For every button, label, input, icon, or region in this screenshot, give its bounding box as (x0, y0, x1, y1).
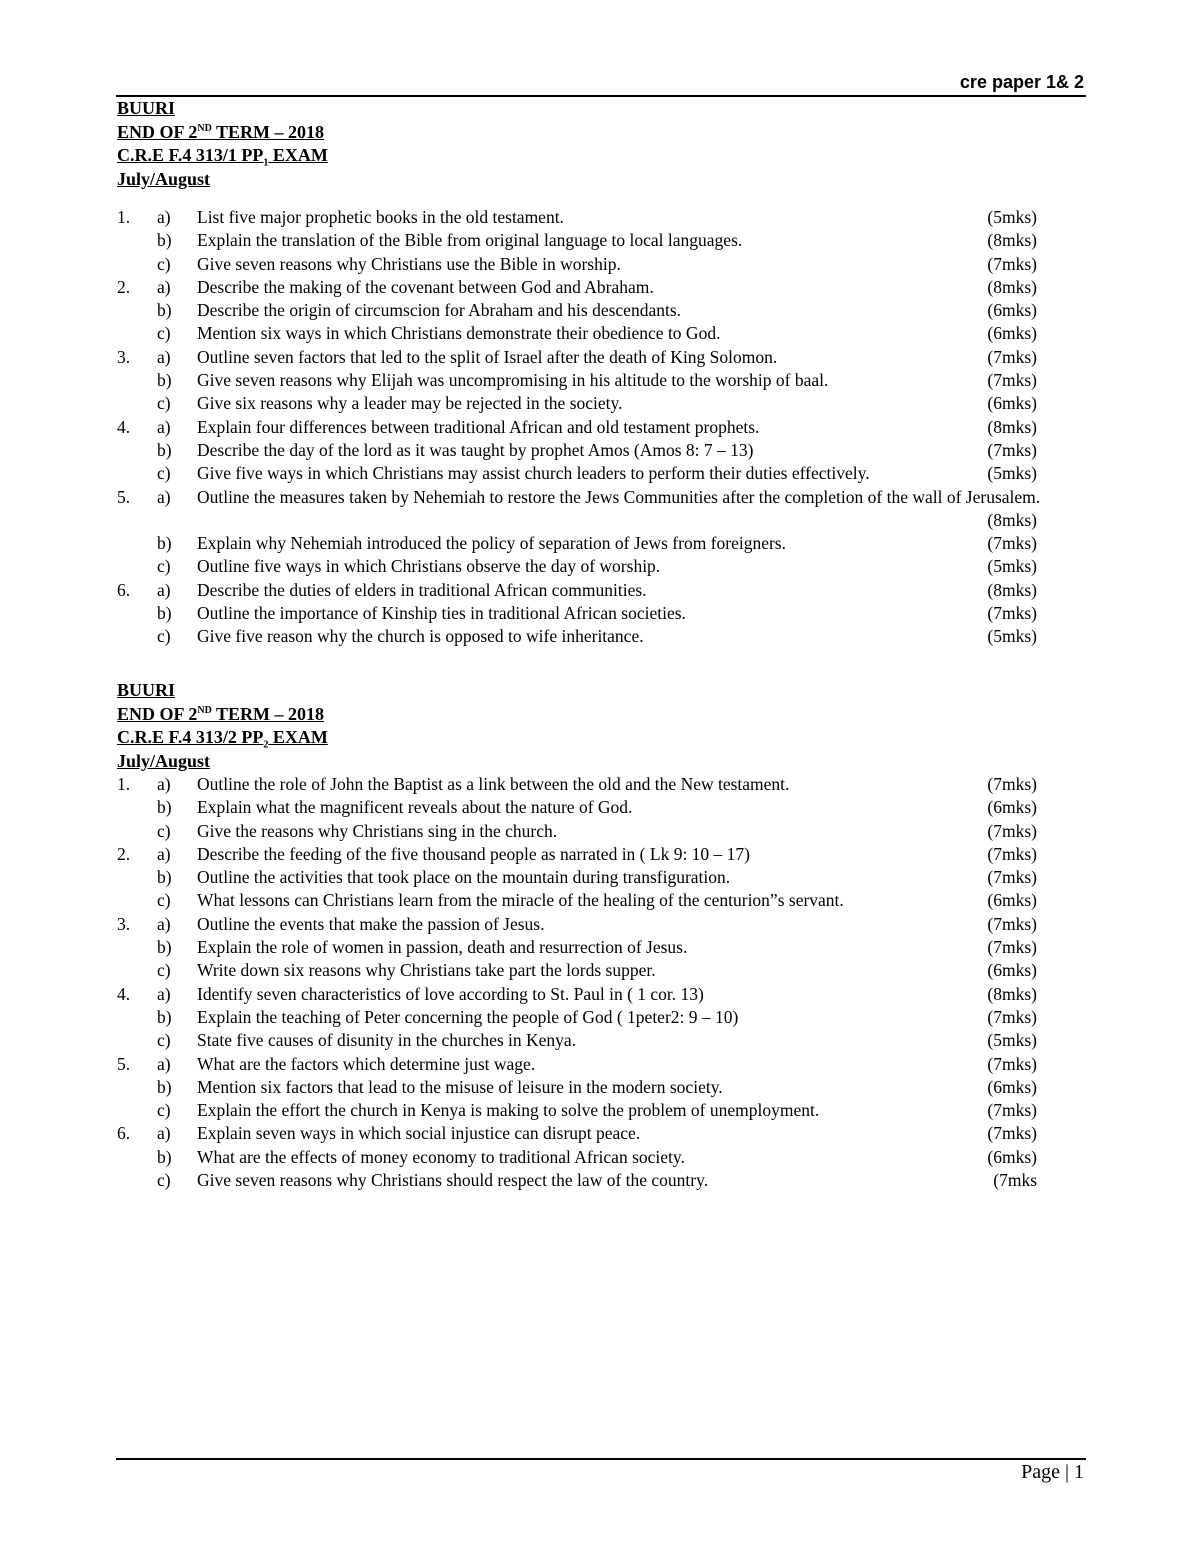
question-marks: (6mks) (987, 960, 1037, 981)
question-row (117, 1122, 1085, 1145)
question-row (117, 843, 1085, 866)
question-marks: (6mks) (987, 1146, 1037, 1167)
question-text: Describe the duties of elders in traditional African communities. (197, 579, 647, 600)
question-part-letter: c) (157, 393, 171, 414)
question-marks: (5mks) (987, 463, 1037, 484)
question-text: Outline five ways in which Christians observe the day of worship. (197, 556, 661, 577)
question-marks: (7mks) (987, 937, 1037, 958)
question-number: 4. (117, 416, 131, 437)
question-row (117, 1053, 1085, 1076)
question-text: Describe the feeding of the five thousand people as narrated in ( Lk 9: 10 – 17) (197, 843, 751, 864)
question-marks: (7mks) (987, 867, 1037, 888)
question-marks: (7mks) (987, 1123, 1037, 1144)
question-text: Mention six ways in which Christians demonstrate their obedience to God. (197, 323, 721, 344)
footer-rule (116, 1458, 1086, 1460)
question-marks: (6mks) (987, 323, 1037, 344)
question-part-letter: c) (157, 960, 171, 981)
question-row (117, 369, 1085, 392)
question-number: 3. (117, 346, 131, 367)
question-marks: (7mks) (987, 533, 1037, 554)
question-part-letter: a) (157, 276, 171, 297)
question-part-letter: a) (157, 913, 171, 934)
question-marks: (6mks) (987, 393, 1037, 414)
question-text: Write down six reasons why Christians take part the lords supper. (197, 960, 656, 981)
question-part-letter: a) (157, 983, 171, 1004)
question-marks: (6mks) (987, 797, 1037, 818)
question-marks: (8mks) (987, 416, 1037, 437)
question-row (117, 959, 1085, 982)
question-part-letter: b) (157, 533, 172, 554)
question-part-letter: c) (157, 626, 171, 647)
question-text: Outline the activities that took place on the mountain during transfiguration. (197, 867, 731, 888)
question-marks: (7mks) (987, 913, 1037, 934)
question-part-letter: a) (157, 1053, 171, 1074)
question-text: Outline the role of John the Baptist as a link between the old and the New testament. (197, 774, 790, 794)
question-marks: (8mks) (987, 276, 1037, 297)
question-part-letter: a) (157, 207, 171, 227)
question-text: Explain the role of women in passion, death and resurrection of Jesus. (197, 937, 688, 958)
question-number: 5. (117, 486, 131, 507)
paper2-question-list (117, 773, 1085, 1192)
question-marks: (6mks) (987, 300, 1037, 321)
paper1-section (117, 97, 1085, 649)
question-part-letter: a) (157, 416, 171, 437)
question-text: Give seven reasons why Christians use the Bible in worship. (197, 253, 621, 274)
question-row (117, 416, 1085, 439)
question-row (117, 253, 1085, 276)
question-row (117, 299, 1085, 322)
question-marks: (6mks) (987, 1076, 1037, 1097)
question-text: What are the effects of money economy to traditional African society. (197, 1146, 685, 1167)
question-part-letter: a) (157, 579, 171, 600)
question-row (117, 392, 1085, 415)
question-text: Explain why Nehemiah introduced the policy of separation of Jews from foreigners. (197, 533, 786, 554)
question-row (117, 1006, 1085, 1029)
question-marks: (5mks) (987, 626, 1037, 647)
question-marks: (8mks) (987, 509, 1037, 530)
question-row (117, 532, 1085, 555)
question-text: Give seven reasons why Christians should respect the law of the country. (197, 1170, 709, 1191)
paper1-question-list (117, 206, 1085, 649)
question-text: Describe the origin of circumscion for Abraham and his descendants. (197, 300, 682, 321)
question-part-letter: c) (157, 890, 171, 911)
question-part-letter: b) (157, 1146, 172, 1167)
question-row (117, 866, 1085, 889)
question-marks: (7mks) (987, 1006, 1037, 1027)
question-marks: (8mks) (987, 230, 1037, 251)
paper2-school: BUURI (117, 680, 176, 700)
question-marks: (7mks) (987, 843, 1037, 864)
paper2-period: July/August (117, 750, 211, 771)
question-row (117, 820, 1085, 843)
question-text: Give five ways in which Christians may assist church leaders to perform their duties effectively. (197, 463, 870, 484)
question-row (117, 555, 1085, 578)
question-part-letter: c) (157, 1170, 171, 1191)
question-row (117, 625, 1085, 648)
question-row (117, 773, 1085, 796)
question-row (117, 936, 1085, 959)
question-part-letter: c) (157, 556, 171, 577)
question-text: Give five reason why the church is opposed to wife inheritance. (197, 626, 644, 647)
question-text: Explain seven ways in which social injustice can disrupt peace. (197, 1123, 641, 1144)
question-marks: (7mks) (987, 774, 1037, 794)
question-number: 4. (117, 983, 131, 1004)
question-row (117, 276, 1085, 299)
question-part-letter: a) (157, 346, 171, 367)
question-part-letter: c) (157, 253, 171, 274)
question-marks: (7mks) (987, 346, 1037, 367)
paper1-code: C.R.E F.4 313/1 $PP_1$ EXAM (117, 145, 328, 169)
question-marks: (7mks) (987, 370, 1037, 391)
question-text: Explain four differences between traditional African and old testament prophets. (197, 416, 760, 437)
question-part-letter: a) (157, 486, 171, 507)
question-marks: (5mks) (987, 207, 1037, 227)
question-row (117, 229, 1085, 252)
running-header: cre paper 1& 2 (959, 72, 1084, 92)
question-row (117, 913, 1085, 936)
question-row (117, 579, 1085, 602)
question-number: 6. (117, 579, 131, 600)
question-part-letter: a) (157, 843, 171, 864)
question-row (117, 346, 1085, 369)
question-marks: (7mks (993, 1170, 1037, 1191)
question-part-letter: b) (157, 937, 172, 958)
question-part-letter: c) (157, 463, 171, 484)
question-part-letter: b) (157, 300, 172, 321)
question-row (117, 1099, 1085, 1122)
question-part-letter: c) (157, 323, 171, 344)
question-marks: (8mks) (987, 579, 1037, 600)
paper2-code: C.R.E F.4 313/2 $PP_2$ EXAM (117, 727, 328, 751)
question-number: 2. (117, 276, 131, 297)
question-row (117, 983, 1085, 1006)
question-row (117, 206, 1085, 229)
question-row (117, 1029, 1085, 1052)
question-row (117, 322, 1085, 345)
question-text: Give the reasons why Christians sing in the church. (197, 820, 558, 841)
question-marks: (5mks) (987, 1030, 1037, 1051)
question-text: List five major prophetic books in the old testament. (197, 207, 564, 227)
question-part-letter: b) (157, 230, 172, 251)
question-row (117, 1169, 1085, 1192)
question-text: Mention six factors that lead to the misuse of leisure in the modern society. (197, 1076, 723, 1097)
question-text: Identify seven characteristics of love according to St. Paul in ( 1 cor. 13) (197, 983, 704, 1004)
question-text: Describe the making of the covenant between God and Abraham. (197, 276, 654, 297)
question-text: Give six reasons why a leader may be rejected in the society. (197, 393, 623, 414)
question-row (117, 1146, 1085, 1169)
question-marks: (7mks) (987, 1053, 1037, 1074)
question-marks: (6mks) (987, 890, 1037, 911)
question-text: What lessons can Christians learn from the miracle of the healing of the centurion”s servant. (197, 890, 844, 911)
paper1-school: BUURI (117, 98, 176, 118)
question-text: What are the factors which determine just wage. (197, 1053, 536, 1074)
question-marks: (7mks) (987, 1100, 1037, 1121)
question-number: 6. (117, 1123, 131, 1144)
question-text: Explain what the magnificent reveals about the nature of God. (197, 797, 633, 818)
question-row (117, 796, 1085, 819)
question-text: Outline seven factors that led to the split of Israel after the death of King Solomon. (197, 346, 778, 367)
question-part-letter: c) (157, 820, 171, 841)
question-row (117, 602, 1085, 625)
question-text: State five causes of disunity in the churches in Kenya. (197, 1030, 577, 1051)
page-number: Page | 1 (1021, 1461, 1084, 1483)
question-number: 5. (117, 1053, 131, 1074)
question-part-letter: b) (157, 370, 172, 391)
question-number: 3. (117, 913, 131, 934)
question-text: Explain the teaching of Peter concerning the people of God ( 1peter2: 9 – 10) (197, 1006, 739, 1027)
question-marks: (7mks) (987, 439, 1037, 460)
question-row (117, 486, 1085, 533)
question-row (117, 439, 1085, 462)
question-marks: (5mks) (987, 556, 1037, 577)
question-part-letter: b) (157, 797, 172, 818)
question-text: Explain the translation of the Bible from original language to local languages. (197, 230, 743, 251)
question-part-letter: a) (157, 774, 171, 794)
question-part-letter: b) (157, 867, 172, 888)
question-number: 1. (117, 207, 131, 227)
question-part-letter: a) (157, 1123, 171, 1144)
question-text: Outline the importance of Kinship ties in traditional African societies. (197, 603, 686, 624)
question-text: Give seven reasons why Elijah was uncompromising in his altitude to the worship of baal. (197, 370, 829, 391)
question-part-letter: b) (157, 1006, 172, 1027)
paper2-term: END OF 2ND TERM – 2018 (117, 703, 324, 724)
question-text: Outline the events that make the passion of Jesus. (197, 913, 545, 934)
question-text: Outline the measures taken by Nehemiah to restore the Jews Communities after the completion of the wall of Jerusalem. (197, 486, 1041, 507)
paper1-term: END OF 2ND TERM – 2018 (117, 121, 324, 142)
question-text: Explain the effort the church in Kenya is making to solve the problem of unemployment. (197, 1100, 820, 1121)
question-part-letter: c) (157, 1030, 171, 1051)
paper2-section (117, 679, 1085, 1192)
question-row (117, 462, 1085, 485)
question-marks: (8mks) (987, 983, 1037, 1004)
question-marks: (7mks) (987, 603, 1037, 624)
question-row (117, 1076, 1085, 1099)
paper1-period: July/August (117, 168, 211, 189)
question-part-letter: b) (157, 439, 172, 460)
question-text: Describe the day of the lord as it was taught by prophet Amos (Amos 8: 7 – 13) (197, 439, 754, 460)
question-part-letter: c) (157, 1100, 171, 1121)
question-number: 1. (117, 774, 131, 794)
question-part-letter: b) (157, 603, 172, 624)
question-marks: (7mks) (987, 253, 1037, 274)
question-row (117, 889, 1085, 912)
question-marks: (7mks) (987, 820, 1037, 841)
question-part-letter: b) (157, 1076, 172, 1097)
question-number: 2. (117, 843, 131, 864)
